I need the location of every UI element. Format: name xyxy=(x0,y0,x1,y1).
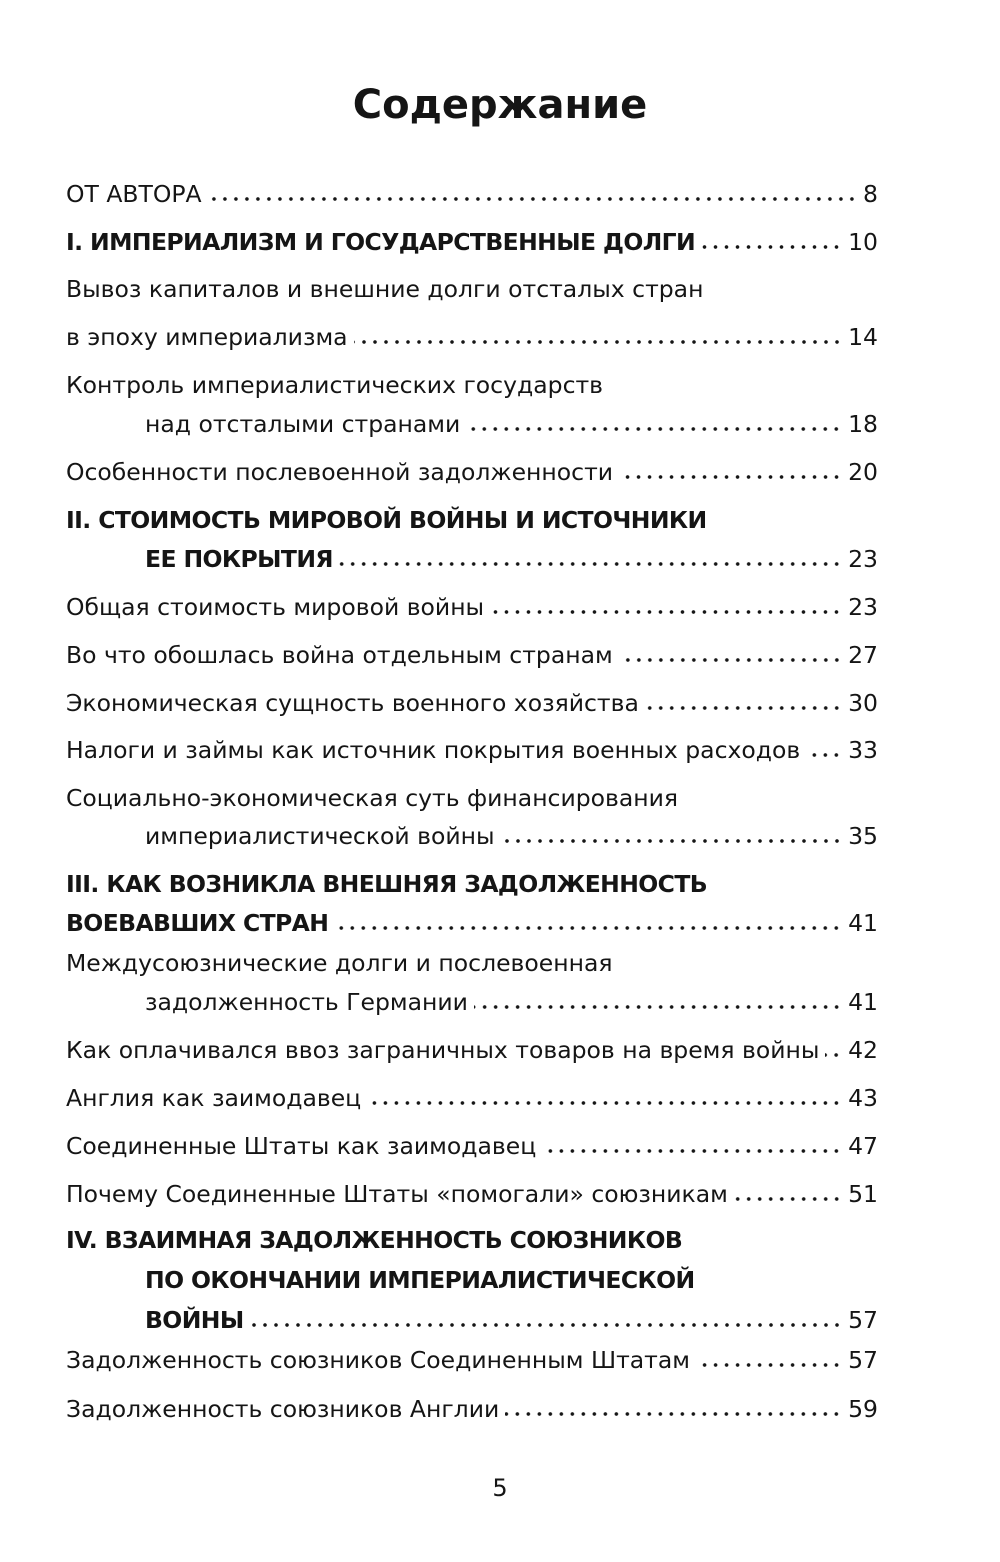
dot-leader xyxy=(501,838,843,844)
dot-leader xyxy=(208,196,857,202)
toc-entry-title: Экономическая сущность военного хозяйства xyxy=(66,689,639,717)
toc-page-number: 42 xyxy=(848,1036,878,1064)
toc-page-number: 47 xyxy=(848,1132,878,1160)
toc-page-number: 10 xyxy=(848,228,878,256)
dot-leader xyxy=(619,657,842,663)
toc-page-number: 8 xyxy=(863,180,878,208)
toc-chapter-4[interactable] xyxy=(145,1302,878,1338)
toc-page-number: 20 xyxy=(848,458,878,486)
toc-entry-title: Почему Соединенные Штаты «помогали» союзникам xyxy=(66,1180,728,1208)
dot-leader xyxy=(354,339,843,345)
toc-entry-us-lender[interactable] xyxy=(66,1128,878,1164)
dot-leader xyxy=(250,1322,843,1328)
toc-entry-title-cont: империалистической войны xyxy=(145,822,495,850)
toc-entry-title-cont: над отсталыми странами xyxy=(145,410,461,438)
toc-page-number: 59 xyxy=(848,1395,878,1423)
toc-entry-foreword[interactable] xyxy=(66,176,878,212)
toc-entry-title: Общая стоимость мировой войны xyxy=(66,593,485,621)
dot-leader xyxy=(474,1004,842,1010)
toc-entry-line[interactable] xyxy=(66,367,878,403)
toc-entry-england-lender[interactable] xyxy=(66,1080,878,1116)
dot-leader xyxy=(505,1411,842,1417)
toc-page-number: 43 xyxy=(848,1084,878,1112)
toc-chapter-title: IV. ВЗАИМНАЯ ЗАДОЛЖЕННОСТЬ СОЮЗНИКОВ xyxy=(66,1226,683,1254)
toc-entry-title: Вывоз капиталов и внешние долги отсталых стран xyxy=(66,275,704,303)
toc-chapter-line[interactable] xyxy=(66,502,878,538)
toc-entry-title: Особенности послевоенной задолженности xyxy=(66,458,614,486)
dot-leader xyxy=(825,1052,842,1058)
toc-entry-debt-england[interactable] xyxy=(66,1391,878,1427)
toc-chapter-line[interactable] xyxy=(66,866,878,902)
dot-leader xyxy=(334,925,842,931)
toc-page-number: 57 xyxy=(848,1306,878,1334)
page-number: 5 xyxy=(492,1474,508,1502)
toc-page-number: 33 xyxy=(848,736,878,764)
toc-entry-line[interactable] xyxy=(66,271,878,307)
toc-chapter-line[interactable] xyxy=(145,1262,878,1298)
toc-entry-country-cost[interactable] xyxy=(66,637,878,673)
dot-leader xyxy=(701,244,842,250)
toc-page-number: 23 xyxy=(848,545,878,573)
toc-entry-title: Налоги и займы как источник покрытия военных расходов xyxy=(66,736,801,764)
dot-leader xyxy=(734,1196,842,1202)
toc-entry-title-cont: задолженность Германии xyxy=(145,988,468,1016)
toc-chapter-title-cont: ПО ОКОНЧАНИИ ИМПЕРИАЛИСТИЧЕСКОЙ xyxy=(145,1266,695,1294)
toc-entry-title: Контроль империалистических государств xyxy=(66,371,604,399)
toc-entry-title: Соединенные Штаты как заимодавец xyxy=(66,1132,537,1160)
toc-entry-inter-allied[interactable] xyxy=(145,984,878,1020)
dot-leader xyxy=(542,1148,842,1154)
toc-entry-us-help[interactable] xyxy=(66,1176,878,1212)
toc-entry-war-economy[interactable] xyxy=(66,685,878,721)
toc-entry-taxes-loans[interactable] xyxy=(66,732,878,768)
toc-entry-title: Социально-экономическая суть финансирования xyxy=(66,784,679,812)
toc-entry-line[interactable] xyxy=(66,780,878,816)
toc-entry-debt-us[interactable] xyxy=(66,1342,878,1378)
toc-entry-title: Задолженность союзников Англии xyxy=(66,1395,500,1423)
toc-chapter-title-cont: ЕЕ ПОКРЫТИЯ xyxy=(145,545,333,573)
toc-chapter-1[interactable] xyxy=(66,224,878,260)
toc-page-number: 35 xyxy=(848,822,878,850)
toc-chapter-title-cont: ВОЕВАВШИХ СТРАН xyxy=(66,909,329,937)
toc-chapter-title-cont: ВОЙНЫ xyxy=(145,1306,244,1334)
dot-leader xyxy=(645,705,842,711)
toc-entry-title: Во что обошлась война отдельным странам xyxy=(66,641,613,669)
toc-entry-title: Как оплачивался ввоз заграничных товаров на время войны xyxy=(66,1036,820,1064)
toc-page-number: 23 xyxy=(848,593,878,621)
dot-leader xyxy=(339,561,842,567)
dot-leader xyxy=(490,609,842,615)
toc-entry-total-cost[interactable] xyxy=(66,589,878,625)
toc-entry-title: Задолженность союзников Соединенным Штатам xyxy=(66,1346,690,1374)
toc-page-number: 41 xyxy=(848,909,878,937)
toc-chapter-3[interactable] xyxy=(66,905,878,941)
toc-entry-capital-export[interactable] xyxy=(66,319,878,355)
dot-leader xyxy=(806,752,842,758)
toc-chapter-title: III. КАК ВОЗНИКЛА ВНЕШНЯЯ ЗАДОЛЖЕННОСТЬ xyxy=(66,870,708,898)
toc-entry-control[interactable] xyxy=(145,406,878,442)
toc-chapter-title: I. ИМПЕРИАЛИЗМ И ГОСУДАРСТВЕННЫЕ ДОЛГИ xyxy=(66,228,696,256)
dot-leader xyxy=(696,1362,842,1368)
toc-page-number: 14 xyxy=(848,323,878,351)
toc-entry-line[interactable] xyxy=(66,945,878,981)
dot-leader xyxy=(367,1100,842,1106)
toc-chapter-title: II. СТОИМОСТЬ МИРОВОЙ ВОЙНЫ И ИСТОЧНИКИ xyxy=(66,506,707,534)
toc-entry-title-cont: в эпоху империализма xyxy=(66,323,348,351)
toc-page-number: 30 xyxy=(848,689,878,717)
toc-entry-title: ОТ АВТОРА xyxy=(66,180,202,208)
toc-page-number: 41 xyxy=(848,988,878,1016)
toc-entry-imports[interactable] xyxy=(66,1032,878,1068)
toc-entry-financing[interactable] xyxy=(145,818,878,854)
toc-entry-title: Англия как заимодавец xyxy=(66,1084,362,1112)
dot-leader xyxy=(466,426,842,432)
toc-chapter-2[interactable] xyxy=(145,541,878,577)
toc-page-number: 51 xyxy=(848,1180,878,1208)
page-title: Содержание xyxy=(352,82,648,128)
toc-page-number: 57 xyxy=(848,1346,878,1374)
toc-entry-title: Междусоюзнические долги и послевоенная xyxy=(66,949,613,977)
toc-page-number: 27 xyxy=(848,641,878,669)
toc-entry-postwar-debt[interactable] xyxy=(66,454,878,490)
toc-page-number: 18 xyxy=(848,410,878,438)
toc-chapter-line[interactable] xyxy=(66,1222,878,1258)
dot-leader xyxy=(619,474,842,480)
